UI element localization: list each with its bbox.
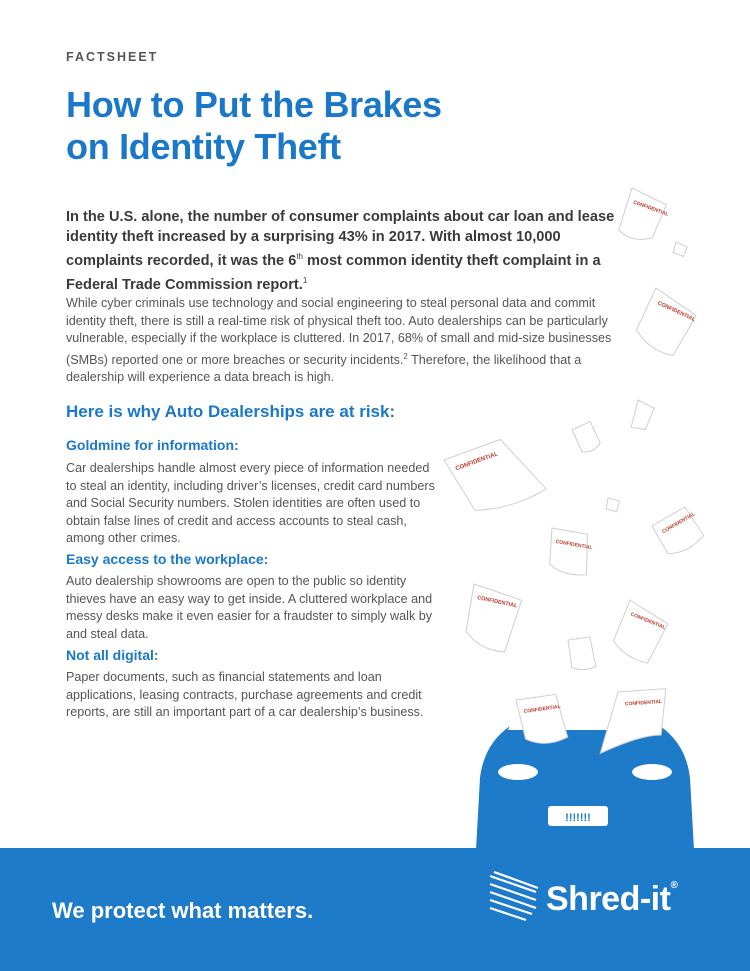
title-line-2: on Identity Theft <box>66 126 341 167</box>
lead-paragraph: In the U.S. alone, the number of consumer complaints about car loan and lease identity theft increased by a surprising 43% in 2017. With almost 10,000 complaints recorded, it was the 6th most common identity theft complaint in a Federal Trade Commission report.$^1$ <box>66 209 615 293</box>
factsheet-label: FACTSHEET <box>66 50 159 64</box>
intro-paragraph: While cyber criminals use technology and social engineering to steal personal data and commit identity theft, there is still a real-time risk of physical theft too. Auto dealerships can be particularly vulnerable, especially if the workplace is cluttered. In 2017, 68% of small and mid-size businesses (SMBs) reported one or more breaches or security incidents.$^2$ Therefore, the likelihood that a dealership will experience a data breach is high. <box>66 296 612 385</box>
shred-lines-icon <box>486 870 542 926</box>
paper-sheet <box>444 431 547 522</box>
car-papers-illustration <box>420 160 750 860</box>
svg-text:CONFIDENTIAL: CONFIDENTIAL <box>476 595 518 610</box>
svg-text:CONFIDENTIAL: CONFIDENTIAL <box>656 300 697 324</box>
paper-sheet <box>568 637 596 672</box>
paper-sheet <box>616 188 673 247</box>
left-headlight <box>498 764 538 780</box>
svg-text:CONFIDENTIAL: CONFIDENTIAL <box>624 698 663 708</box>
svg-text:CONFIDENTIAL: CONFIDENTIAL <box>661 511 697 536</box>
svg-text:CONFIDENTIAL: CONFIDENTIAL <box>629 611 667 632</box>
right-headlight <box>632 764 672 780</box>
paper-sheet <box>572 422 602 455</box>
paper-sheet <box>545 528 595 577</box>
shred-it-logo <box>486 870 726 940</box>
paper-sheet <box>673 242 688 257</box>
footer-tagline: We protect what matters. <box>52 898 314 923</box>
brand-name: Shred-it <box>546 880 671 918</box>
risk-2-body: Auto dealership showrooms are open to the public so identity thieves have an easy way to get inside. A cluttered workplace and messy desks make it even easier for a fraudster to simply walk by and steal data. <box>66 574 433 641</box>
svg-text:CONFIDENTIAL: CONFIDENTIAL <box>632 199 670 218</box>
svg-text:CONFIDENTIAL: CONFIDENTIAL <box>454 451 499 473</box>
svg-text:CONFIDENTIAL: CONFIDENTIAL <box>555 538 593 552</box>
paper-sheet <box>606 498 620 512</box>
risk-2-title: Easy access to the workplace: <box>66 551 269 567</box>
paper-sheet <box>610 600 671 666</box>
risk-1-body: Car dealerships handle almost every piece of information needed to steal an identity, including driver’s licenses, credit card numbers and Social Security numbers. Stolen identities are often used to obtain false lines of credit and access accounts to steal cash, among other crimes. <box>66 461 435 545</box>
risk-3-body: Paper documents, such as financial statements and loan applications, leasing contracts, purchase agreements and credit reports, are still an important part of a car dealership’s business. <box>66 670 424 719</box>
svg-text:CONFIDENTIAL: CONFIDENTIAL <box>523 703 562 716</box>
page-title <box>66 84 506 168</box>
risk-1-title: Goldmine for information: <box>66 437 239 453</box>
footer-banner <box>0 848 750 971</box>
paper-sheet <box>461 584 523 654</box>
risk-section-heading: Here is why Auto Dealerships are at risk: <box>66 402 396 421</box>
title-line-1: How to Put the Brakes <box>66 84 442 125</box>
paper-sheet <box>652 504 708 558</box>
paper-sheet <box>632 288 701 360</box>
risk-3-title: Not all digital: <box>66 647 159 663</box>
registered-mark: ® <box>670 880 678 891</box>
svg-text:!!!!!!!: !!!!!!! <box>565 812 591 824</box>
paper-sheet <box>629 400 655 432</box>
